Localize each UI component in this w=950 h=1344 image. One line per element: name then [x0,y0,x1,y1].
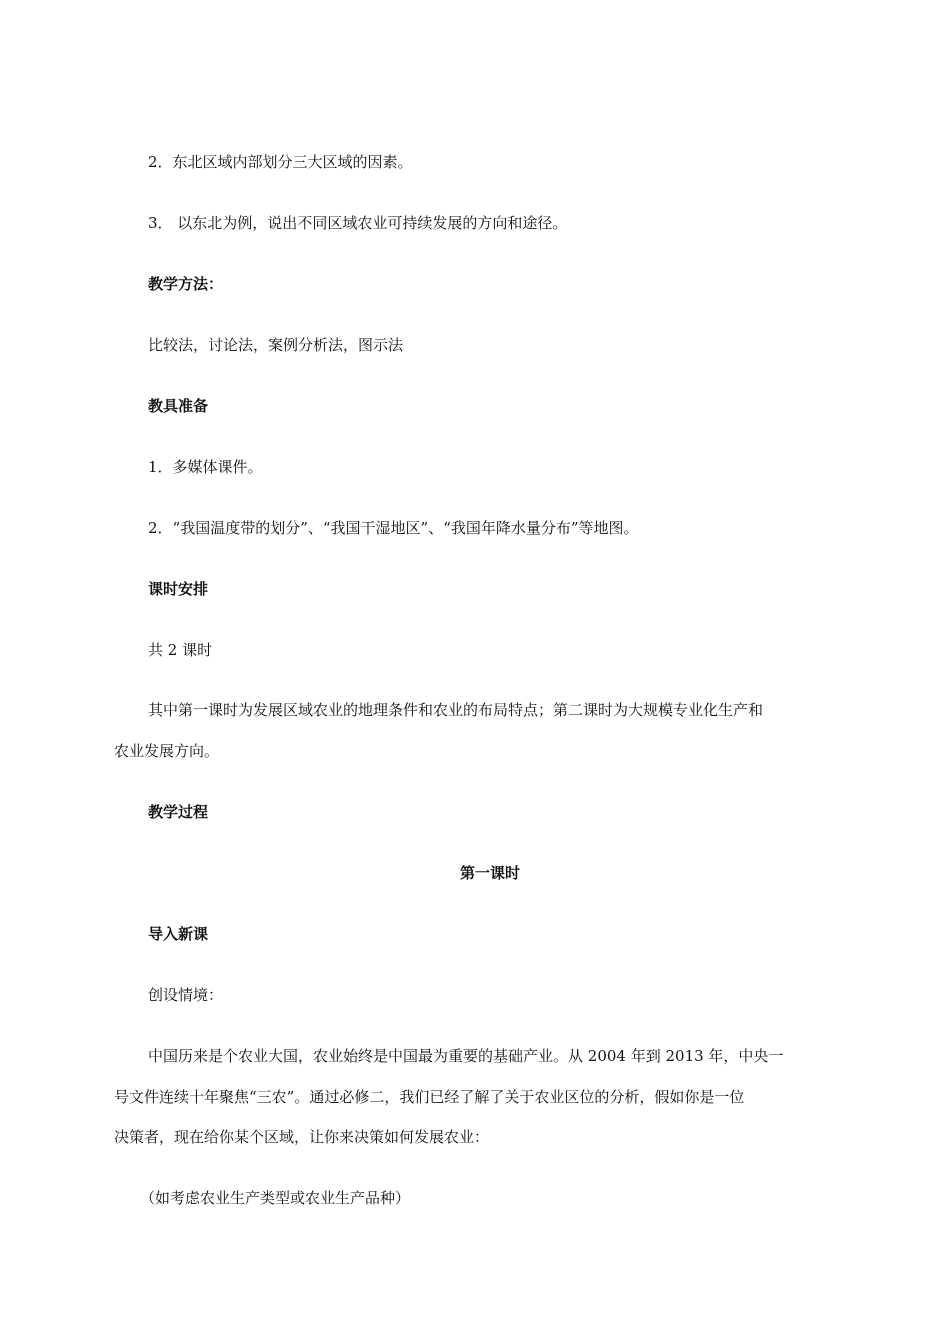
schedule-detail-line-2: 农业发展方向。 [114,742,220,760]
objective-item-3: 3． 以东北为例，说出不同区域农业可持续发展的方向和途径。 [148,214,568,232]
intro-heading: 导入新课 [148,925,209,943]
objective-item-2: 2．东北区域内部划分三大区域的因素。 [148,153,413,171]
tools-heading: 教具准备 [148,397,209,415]
schedule-detail-line-1: 其中第一课时为发展区域农业的地理条件和农业的布局特点；第二课时为大规模专业化生产和 [148,701,764,719]
lesson-title: 第一课时 [459,864,520,882]
method-list: 比较法，讨论法，案例分析法，图示法 [148,336,404,354]
method-heading: 教学方法： [148,275,224,293]
process-heading: 教学过程 [148,803,209,821]
paragraph-line-1: 中国历来是个农业大国，农业始终是中国最为重要的基础产业。从 2004 年到 2013 年，中央一 [148,1047,784,1065]
schedule-total: 共 2 课时 [148,641,213,659]
note-text: （如考虑农业生产类型或农业生产品种） [140,1189,411,1207]
tool-item-1: 1．多媒体课件。 [148,458,263,476]
tool-item-2: 2．“我国温度带的划分”、“我国干湿地区”、“我国年降水量分布”等地图。 [148,519,639,537]
paragraph-line-3: 决策者，现在给你某个区域，让你来决策如何发展农业： [114,1128,490,1146]
paragraph-line-2: 号文件连续十年聚焦“三农”。通过必修二，我们已经了解了关于农业区位的分析，假如你是一位 [114,1088,745,1106]
schedule-heading: 课时安排 [148,580,209,598]
scenario-label: 创设情境： [148,986,224,1004]
